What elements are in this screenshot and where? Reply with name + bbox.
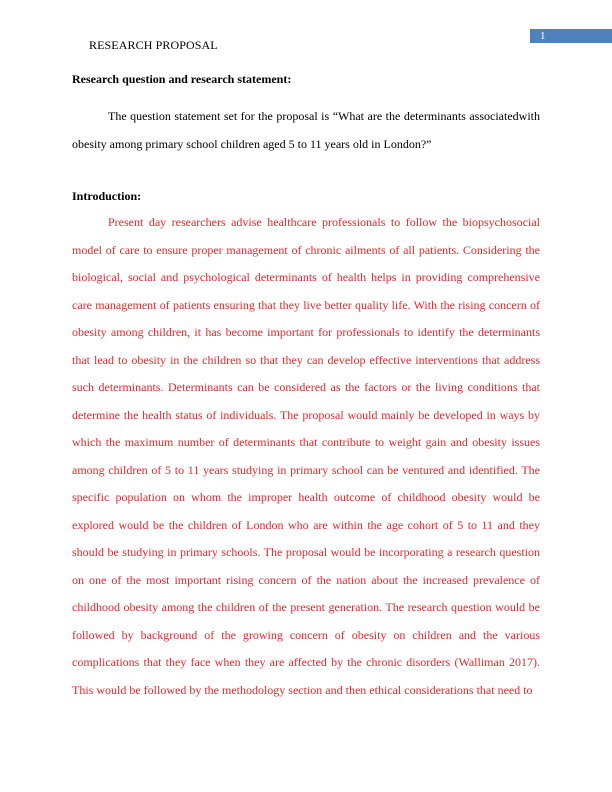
running-head: RESEARCH PROPOSAL — [89, 38, 218, 52]
section-heading-introduction: Introduction: — [72, 189, 142, 203]
section-heading-research-question: Research question and research statement: — [72, 72, 292, 86]
introduction-paragraph: Present day researchers advise healthcare professionals to follow the biopsychosocial model of care to ensure proper management of chronic ailments of all patients. Considering the biological, social and psychological determinants of health helps in providing comprehensive care management of patients ensuring that they live better quality life. With the rising concern of obesity among children, it has become important for professionals to identify the determinants that lead to obesity in the children so that they can develop effective interventions that address such determinants. Determinants can be considered as the factors or the living conditions that determine the health status of individuals. The proposal would mainly be developed in ways by which the maximum number of determinants that contribute to weight gain and obesity issues among children of 5 to 11 years studying in primary school can be ventured and identified. The specific population on whom the improper health outcome of childhood obesity would be explored would be the children of London who are within the age cohort of 5 to 11 and they should be studying in primary schools. The proposal would be incorporating a research question on one of the most important rising concern of the nation about the increased prevalence of childhood obesity among the children of the present generation. The research question would be followed by background of the growing concern of obesity on children and the various complications that they face when they are affected by the chronic disorders (Walliman 2017). This would be followed by the methodology section and then ethical considerations that need to — [72, 215, 540, 697]
page-number: 1 — [540, 30, 546, 42]
research-question-paragraph: The question statement set for the proposal is “What are the determinants associatedwith obesity among primary school children aged 5 to 11 years old in London?” — [72, 109, 540, 151]
page-number-badge — [530, 29, 612, 43]
